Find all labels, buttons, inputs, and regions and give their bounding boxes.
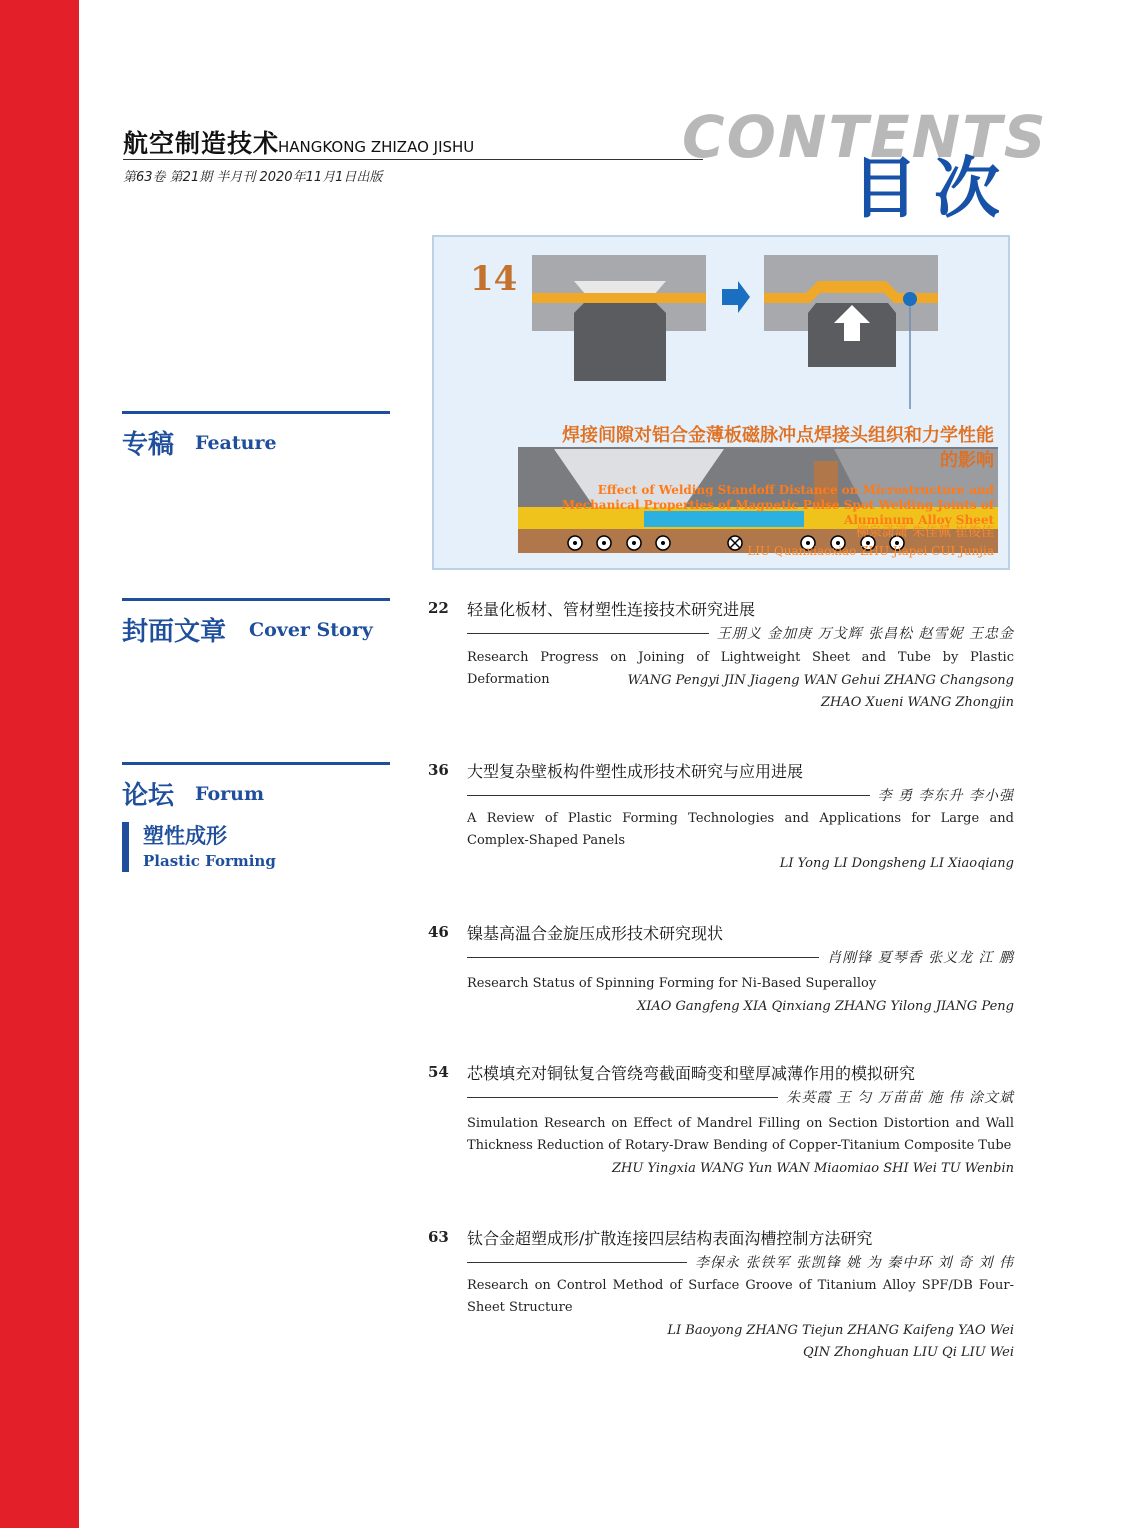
toc-title-en[interactable]: Simulation Research on Effect of Mandrel Filling on Section Distortion and Wall Thickness Reduction of Rotary-Draw Bending of Copper-Titanium Composite Tube: [467, 1116, 1014, 1153]
issue-info: 第63卷 第21期 半月刊 2020年11月1日出版: [123, 170, 383, 185]
toc-authors-en: ZHAO Xueni WANG Zhongjin: [820, 695, 1014, 710]
toc-page-number: 54: [428, 1063, 449, 1081]
toc-authors-row: [467, 785, 1014, 805]
feature-page-number: 14: [470, 259, 518, 299]
toc-title-en[interactable]: A Review of Plastic Forming Technologies and Applications for Large and Complex-Shaped Panels: [467, 811, 1014, 848]
toc-title-en[interactable]: Research Progress on Joining of Lightweight Sheet and Tube by Plastic Deformation: [467, 650, 1014, 687]
toc-title-en[interactable]: Research Status of Spinning Forming for Ni-Based Superalloy: [467, 976, 877, 991]
section-forum-en: Forum: [195, 783, 265, 805]
toc-title-cn[interactable]: 轻量化板材、管材塑性连接技术研究进展: [467, 600, 756, 619]
header-divider: [123, 159, 703, 160]
toc-authors-en: QIN Zhonghuan LIU Qi LIU Wei: [802, 1345, 1014, 1360]
feature-title-en[interactable]: Effect of Welding Standoff Distance on Microstructure and Mechanical Properties of Magnetic Pulse Spot Welding Joints of Aluminum Alloy Sheet: [561, 483, 994, 527]
toc-authors-row: [467, 1087, 1014, 1107]
section-forum: [122, 762, 390, 811]
author-leader-line: [467, 633, 709, 634]
toc-authors-en: XIAO Gangfeng XIA Qinxiang ZHANG Yilong JIANG Peng: [636, 999, 1014, 1014]
section-feature-en: Feature: [195, 432, 277, 454]
toc-authors-row: [467, 623, 1014, 643]
journal-title-en: HANGKONG ZHIZAO JISHU: [278, 138, 475, 156]
mulu-heading: 目次: [852, 150, 1016, 227]
subsection-plastic-forming: [122, 822, 276, 872]
toc-title-cn[interactable]: 芯模填充对铜钛复合管绕弯截面畸变和壁厚减薄作用的模拟研究: [467, 1064, 916, 1083]
journal-title-cn: 航空制造技术: [123, 129, 280, 158]
toc-authors-cn: 王朋义 金加庚 万戈辉 张昌松 赵雪妮 王忠金: [716, 626, 1014, 642]
section-cover-story-cn: 封面文章: [122, 617, 227, 647]
feature-title-cn[interactable]: 焊接间隙对铝合金薄板磁脉冲点焊接头组织和力学性能的影响: [562, 425, 994, 471]
toc-authors-row: [467, 947, 1014, 967]
author-leader-line: [467, 1097, 778, 1098]
toc-page-number: 36: [428, 761, 449, 779]
section-feature-cn: 专稿: [122, 430, 175, 460]
section-cover-story-en: Cover Story: [249, 619, 373, 641]
section-cover-story: [122, 598, 390, 647]
toc-page-number: 22: [428, 599, 449, 617]
toc-authors-cn: 朱英霞 王 匀 万苗苗 施 伟 涂文斌: [786, 1090, 1014, 1106]
subsection-plastic-forming-en: Plastic Forming: [143, 852, 276, 870]
toc-authors-en: ZHU Yingxia WANG Yun WAN Miaomiao SHI Wei TU Wenbin: [612, 1161, 1014, 1176]
toc-title-en[interactable]: Research on Control Method of Surface Groove of Titanium Alloy SPF/DB Four-Sheet Structure: [467, 1278, 1014, 1315]
toc-authors-en: LI Baoyong ZHANG Tiejun ZHANG Kaifeng YAO Wei: [667, 1323, 1014, 1338]
toc-authors-en: LI Yong LI Dongsheng LI Xiaoqiang: [779, 856, 1014, 871]
toc-authors-row: [467, 1252, 1014, 1272]
toc-page-number: 63: [428, 1228, 449, 1246]
author-leader-line: [467, 1262, 687, 1263]
section-feature: [122, 411, 390, 460]
feature-article-box[interactable]: [432, 235, 1010, 570]
toc-authors-cn: 李保永 张铁军 张凯锋 姚 为 秦中环 刘 奇 刘 伟: [694, 1255, 1014, 1271]
toc-title-cn[interactable]: 镍基高温合金旋压成形技术研究现状: [467, 924, 724, 943]
toc-authors-en: WANG Pengyi JIN Jiageng WAN Gehui ZHANG Changsong: [627, 673, 1014, 688]
toc-page-number: 46: [428, 923, 449, 941]
toc-authors-cn: 李 勇 李东升 李小强: [877, 788, 1014, 804]
contents-heading: CONTENTS: [682, 103, 1048, 171]
subsection-plastic-forming-cn: 塑性成形: [143, 824, 227, 848]
red-side-bar: [0, 0, 79, 1528]
author-leader-line: [467, 795, 870, 796]
toc-authors-cn: 肖刚锋 夏琴香 张义龙 江 鹏: [827, 950, 1014, 966]
section-forum-cn: 论坛: [122, 781, 175, 811]
toc-title-cn[interactable]: 钛合金超塑成形/扩散连接四层结构表面沟槽控制方法研究: [467, 1229, 873, 1248]
feature-authors-cn: 柳泉潇潇 朱佳佩 崔俊佳: [855, 525, 994, 540]
feature-authors-en: LIU Quanxiaoxiao ZHU Jiapei CUI Junjia: [747, 544, 994, 558]
toc-title-cn[interactable]: 大型复杂壁板构件塑性成形技术研究与应用进展: [467, 762, 804, 781]
author-leader-line: [467, 957, 819, 958]
